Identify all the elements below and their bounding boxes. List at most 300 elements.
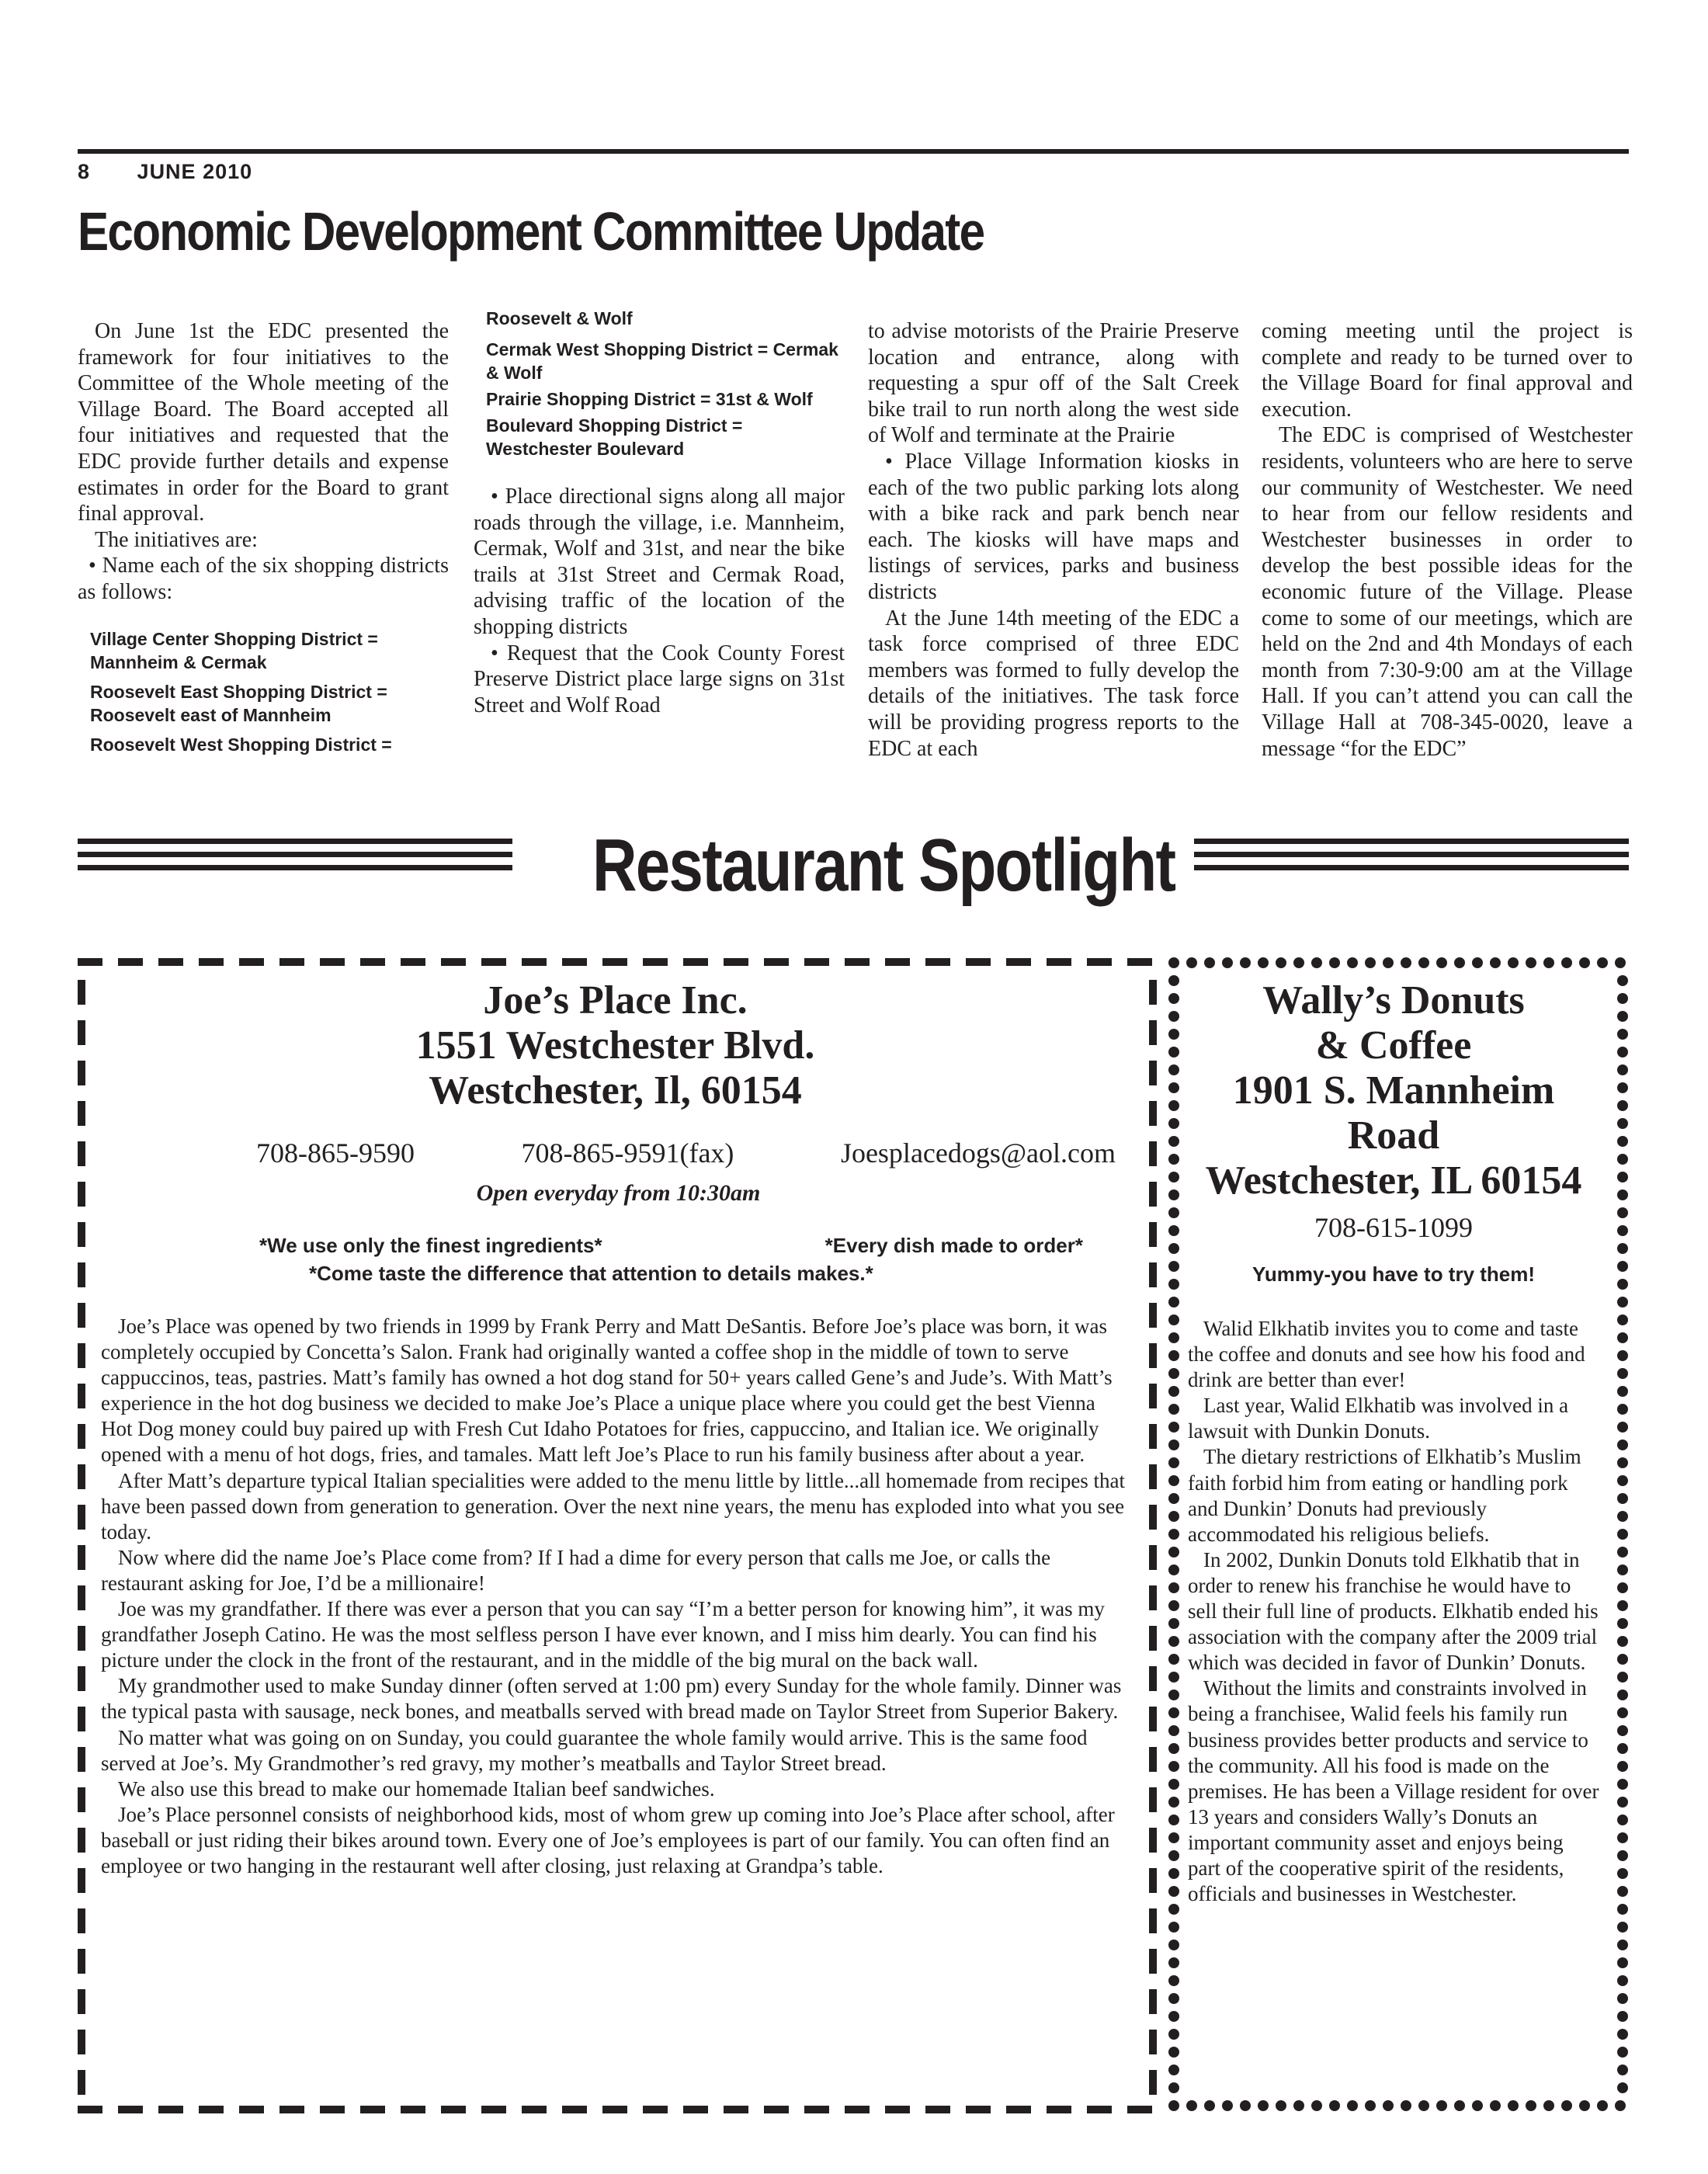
story-paragraph: Joe’s Place was opened by two friends in 1999 by Frank Perry and Matt DeSantis. Before Joe’s place was born, it was completely occupied by Concetta’s Salon. Frank had originally wanted a coffee shop in the middle of town to serve cappuccinos, teas, pastries. Matt’s family has owned a hot dog stand for 50+ years called Gene’s and Jude’s. With Matt’s experience in the hot dog business we decided to make Joe’s Place a unique place where you could get the best Vienna Hot Dog money could buy paired up with Fresh Cut Idaho Potatoes for fries, cappuccino, and Italian ice. We originally opened with a menu of hot dogs, fries, and tamales. Matt left Joe’s Place to run his family business after about a year. xyxy=(101,1314,1113,1467)
edc-bullet: • Place Village Information kiosks in each of the two public parking lots along with a bike rack and park bench near each. The kiosks will have maps and listings of services, parks and business districts xyxy=(868,449,1239,604)
border-dash xyxy=(360,2106,385,2113)
border-dash xyxy=(78,1424,85,1449)
border-dash xyxy=(78,1020,85,1045)
border-dot xyxy=(1617,2029,1628,2040)
border-dot xyxy=(1617,1957,1628,1968)
border-dash xyxy=(1149,1868,1157,1893)
contact-row xyxy=(101,1137,1130,1169)
border-dot xyxy=(1168,1618,1179,1629)
border-dot xyxy=(1617,1493,1628,1504)
border-dot xyxy=(1240,957,1251,968)
border-dot xyxy=(1617,1029,1628,1040)
border-dash xyxy=(1149,1949,1157,1974)
border-dot xyxy=(1617,1422,1628,1433)
border-dot xyxy=(1168,2082,1179,2093)
border-dash xyxy=(804,2106,829,2113)
border-dot xyxy=(1617,1154,1628,1165)
border-dot xyxy=(1597,957,1608,968)
border-dot xyxy=(1617,1386,1628,1397)
border-dot xyxy=(1168,1064,1179,1075)
border-dot xyxy=(1168,2065,1179,2075)
border-dot xyxy=(1168,1850,1179,1861)
border-dot xyxy=(1168,1832,1179,1843)
story-paragraph: Joe’s Place personnel consists of neighborhood kids, most of whom grew up coming into Joe’s Place after school, after baseball or just riding their bikes around town. Every one of Joe’s employees is part of our family. You can often find an employee or two hanging in the restaurant well after closing, just relaxing at Grandpa’s table. xyxy=(101,1802,1115,1877)
border-dash xyxy=(78,1384,85,1408)
border-dash xyxy=(1087,958,1112,966)
issue-date: JUNE 2010 xyxy=(137,160,253,183)
edc-paragraph: The initiatives are: xyxy=(95,527,258,552)
border-dot xyxy=(1168,1279,1179,1290)
tagline: *We use only the finest ingredients* xyxy=(259,1234,602,1257)
border-dash xyxy=(78,1828,85,1853)
border-dot xyxy=(1168,1761,1179,1772)
border-dot xyxy=(1617,1457,1628,1468)
border-dash xyxy=(966,958,991,966)
wallys-donuts-ad xyxy=(1188,978,1599,1907)
district-list xyxy=(78,627,449,756)
border-dot xyxy=(1329,957,1340,968)
border-dot xyxy=(1617,1368,1628,1379)
joes-story xyxy=(101,1314,1130,1879)
border-dot xyxy=(1168,1243,1179,1254)
banner-rule xyxy=(1194,839,1629,844)
border-dash xyxy=(1149,1989,1157,2014)
border-dot xyxy=(1204,957,1215,968)
border-dot xyxy=(1617,2011,1628,2022)
border-dash xyxy=(1149,980,1157,1005)
border-dot xyxy=(1617,1136,1628,1147)
border-dash xyxy=(78,1303,85,1328)
border-dash xyxy=(845,958,870,966)
border-dot xyxy=(1617,1279,1628,1290)
restaurant-name xyxy=(1188,978,1599,1068)
edc-bullet: • Place directional signs along all major roads through the village, i.e. Mannheim, Cermak, Wolf and 31st, and near the bike trails at 31st Street and Cermak Road, advising traffic of the location of the shopping districts xyxy=(474,484,845,639)
border-dot xyxy=(1617,993,1628,1004)
border-dot xyxy=(1617,1100,1628,1111)
border-dot xyxy=(1617,1975,1628,1986)
border-dot xyxy=(1168,1779,1179,1790)
border-dash xyxy=(804,958,829,966)
border-dot xyxy=(1168,957,1179,968)
border-dash xyxy=(441,2106,466,2113)
border-dash xyxy=(1149,1666,1157,1691)
border-dash xyxy=(764,958,789,966)
district-item: Prairie Shopping District = 31st & Wolf xyxy=(486,389,813,409)
border-dash xyxy=(78,980,85,1005)
border-dash xyxy=(78,958,102,966)
taglines xyxy=(101,1231,1130,1287)
name-line: Wally’s Donuts xyxy=(1262,978,1525,1023)
district-item: Cermak West Shopping District = Cermak & Wolf xyxy=(486,339,838,383)
edc-bullet: • Name each of the six shopping districts as follows: xyxy=(78,554,449,604)
border-dot xyxy=(1617,1047,1628,1057)
border-dot xyxy=(1561,957,1572,968)
border-dot xyxy=(1329,2100,1340,2111)
border-dash xyxy=(78,1505,85,1530)
border-dot xyxy=(1579,2100,1590,2111)
border-dash xyxy=(1149,1424,1157,1449)
border-dot xyxy=(1617,1832,1628,1843)
border-dash xyxy=(1006,958,1031,966)
border-dot xyxy=(1617,1207,1628,1218)
border-dash xyxy=(1149,1505,1157,1530)
border-dash xyxy=(78,1787,85,1812)
border-dash xyxy=(1087,2106,1112,2113)
border-dash xyxy=(78,1222,85,1247)
border-dash xyxy=(1149,1626,1157,1651)
border-dot xyxy=(1472,957,1483,968)
border-dot xyxy=(1168,1207,1179,1218)
border-dash xyxy=(78,1747,85,1772)
restaurant-street xyxy=(1188,1068,1599,1158)
border-dot xyxy=(1276,2100,1286,2111)
name-line: & Coffee xyxy=(1315,1023,1472,1068)
border-dot xyxy=(1168,1011,1179,1022)
border-dot xyxy=(1615,2100,1626,2111)
border-dash xyxy=(1149,1707,1157,1731)
border-dash xyxy=(1006,2106,1031,2113)
border-dot xyxy=(1617,1582,1628,1593)
border-dot xyxy=(1383,2100,1394,2111)
border-dot xyxy=(1454,2100,1465,2111)
border-dot xyxy=(1168,975,1179,986)
story-paragraph: No matter what was going on on Sunday, you could guarantee the whole family would arrive. This is the same food served at Joe’s. My Grandmother’s red gravy, my mother’s meatballs and Taylor Street bread. xyxy=(101,1725,1088,1775)
restaurant-name: Joe’s Place Inc. xyxy=(483,978,748,1023)
border-dot xyxy=(1276,957,1286,968)
restaurant-city: Westchester, IL 60154 xyxy=(1205,1158,1582,1203)
border-dash xyxy=(239,2106,264,2113)
edc-column-2 xyxy=(474,307,845,718)
border-dot xyxy=(1490,957,1501,968)
border-dash xyxy=(885,958,910,966)
border-dot xyxy=(1597,2100,1608,2111)
border-dot xyxy=(1617,1314,1628,1325)
border-dot xyxy=(1617,1868,1628,1879)
border-dot xyxy=(1293,2100,1304,2111)
tagline: *Come taste the difference that attention to details makes.* xyxy=(309,1262,873,1285)
border-dot xyxy=(1401,957,1411,968)
border-dot xyxy=(1615,957,1626,968)
district-item: Roosevelt West Shopping District = xyxy=(90,734,392,755)
border-dot xyxy=(1168,1225,1179,1236)
border-dash xyxy=(1149,1787,1157,1812)
border-dash xyxy=(1149,1222,1157,1247)
story-paragraph: In 2002, Dunkin Donuts told Elkhatib that in order to renew his franchise he would have to sell their full line of products. Elkhatib ended his association with the company after the 2009 trial which was decided in favor of Dunkin’ Donuts. xyxy=(1188,1547,1599,1675)
story-paragraph: We also use this bread to make our homemade Italian beef sandwiches. xyxy=(118,1776,715,1801)
border-dot xyxy=(1168,1654,1179,1665)
story-paragraph: Now where did the name Joe’s Place come from? If I had a dime for every person that calls me Joe, or calls the restaurant asking for Joe, I’d be a millionaire! xyxy=(101,1545,1051,1595)
border-dash xyxy=(522,2106,547,2113)
border-dot xyxy=(1168,1154,1179,1165)
border-dash xyxy=(1149,1545,1157,1570)
border-dash xyxy=(78,2030,85,2054)
border-dot xyxy=(1617,1011,1628,1022)
border-dash xyxy=(885,2106,910,2113)
border-dash xyxy=(724,958,748,966)
border-dot xyxy=(1383,957,1394,968)
border-dot xyxy=(1168,1082,1179,1093)
border-dot xyxy=(1617,1350,1628,1361)
border-dash xyxy=(1149,1464,1157,1489)
border-dash xyxy=(78,1343,85,1368)
border-dot xyxy=(1617,1243,1628,1254)
border-dash xyxy=(78,1545,85,1570)
border-dash xyxy=(279,958,304,966)
border-dot xyxy=(1454,957,1465,968)
border-dot xyxy=(1617,1404,1628,1415)
border-dot xyxy=(1617,1118,1628,1129)
border-dash xyxy=(78,1949,85,1974)
border-dash xyxy=(118,958,143,966)
edc-paragraph: At the June 14th meeting of the EDC a task force comprised of three EDC members was formed to fully develop the details of the initiatives. The task force will be providing progress reports to the EDC at each xyxy=(868,606,1239,761)
border-dot xyxy=(1168,1029,1179,1040)
border-dot xyxy=(1168,1439,1179,1450)
border-dot xyxy=(1508,957,1519,968)
border-dot xyxy=(1617,1654,1628,1665)
border-dot xyxy=(1168,1886,1179,1897)
border-dot xyxy=(1168,1690,1179,1700)
border-dot xyxy=(1168,2047,1179,2058)
border-dash xyxy=(320,2106,345,2113)
border-dot xyxy=(1617,1618,1628,1629)
border-dot xyxy=(1418,2100,1429,2111)
border-dash xyxy=(481,958,506,966)
border-dash xyxy=(1149,1061,1157,1085)
border-dash xyxy=(602,2106,627,2113)
border-dot xyxy=(1168,1922,1179,1933)
border-dot xyxy=(1168,2029,1179,2040)
district-item: Village Center Shopping District = Mannheim & Cermak xyxy=(90,628,378,672)
border-dash xyxy=(1149,1303,1157,1328)
border-dot xyxy=(1617,1225,1628,1236)
border-dot xyxy=(1168,993,1179,1004)
border-dash xyxy=(602,958,627,966)
border-dot xyxy=(1168,1422,1179,1433)
border-dot xyxy=(1617,1761,1628,1772)
border-dash xyxy=(1149,2030,1157,2054)
border-dot xyxy=(1168,1904,1179,1915)
border-dot xyxy=(1168,1136,1179,1147)
story-paragraph: Without the limits and constraints involved in being a franchisee, Walid feels his family run business provides better products and service to the community. All his food is made on the premises. He has been a Village resident for over 13 years and considers Wally’s Donuts an important community asset and enjoys being part of the cooperative spirit of the residents, officials and businesses in Westchester. xyxy=(1188,1676,1599,1906)
edc-column-1 xyxy=(78,318,449,762)
border-dot xyxy=(1617,1904,1628,1915)
border-dash xyxy=(78,1666,85,1691)
border-dash xyxy=(78,1262,85,1287)
border-dash xyxy=(643,958,668,966)
border-dot xyxy=(1168,1600,1179,1611)
border-dot xyxy=(1186,2100,1197,2111)
border-dot xyxy=(1168,1957,1179,1968)
border-dash xyxy=(683,958,708,966)
border-dot xyxy=(1168,1261,1179,1272)
border-dot xyxy=(1617,1707,1628,1718)
border-dot xyxy=(1561,2100,1572,2111)
border-dot xyxy=(1168,1511,1179,1522)
tagline: *Every dish made to order* xyxy=(824,1234,1083,1257)
border-dot xyxy=(1617,1797,1628,1808)
border-dash xyxy=(1149,1141,1157,1166)
district-list xyxy=(474,307,845,460)
story-paragraph: My grandmother used to make Sunday dinner (often served at 1:00 pm) every Sunday for the whole family. Dinner was the typical pasta with sausage, neck bones, and meatballs served with bread made on Taylor Street from Superior Bakery. xyxy=(101,1674,1122,1724)
border-dash xyxy=(724,2106,748,2113)
border-dash xyxy=(1127,958,1152,966)
phone-number: 708-865-9590 xyxy=(256,1137,415,1169)
border-dash xyxy=(1149,1828,1157,1853)
border-dash xyxy=(78,1141,85,1166)
spotlight-banner xyxy=(78,823,1629,908)
story-paragraph: Walid Elkhatib invites you to come and taste the coffee and donuts and see how his food and drink are better than ever! xyxy=(1188,1317,1585,1392)
border-dash xyxy=(78,1182,85,1207)
border-dash xyxy=(401,958,425,966)
edc-paragraph: to advise motorists of the Prairie Preserve location and entrance, along with requesting a spur off of the Salt Creek bike trail to run north along the west side of Wolf and terminate at the Prairie xyxy=(868,319,1239,448)
border-dot xyxy=(1436,957,1447,968)
page-number: 8 xyxy=(78,160,91,183)
district-item: Roosevelt & Wolf xyxy=(486,308,633,328)
border-dot xyxy=(1168,1172,1179,1183)
border-dash xyxy=(1149,1585,1157,1610)
banner-rule xyxy=(78,852,512,857)
border-dash xyxy=(845,2106,870,2113)
border-dot xyxy=(1617,1172,1628,1183)
border-dot xyxy=(1204,2100,1215,2111)
border-dot xyxy=(1168,1868,1179,1879)
border-dash xyxy=(1149,1182,1157,1207)
edc-paragraph: coming meeting until the project is complete and ready to be turned over to the Village Board for final approval and execution. xyxy=(1262,319,1633,422)
street-line: 1901 S. Mannheim xyxy=(1232,1068,1555,1113)
border-dot xyxy=(1365,2100,1376,2111)
border-dash xyxy=(199,958,224,966)
border-dot xyxy=(1490,2100,1501,2111)
border-dot xyxy=(1365,957,1376,968)
border-dot xyxy=(1508,2100,1519,2111)
border-dash xyxy=(1149,1101,1157,1126)
edc-column-4 xyxy=(1262,318,1633,762)
border-dot xyxy=(1418,957,1429,968)
joes-place-ad xyxy=(101,978,1130,1879)
border-dot xyxy=(1168,1582,1179,1593)
border-dot xyxy=(1168,2011,1179,2022)
border-dot xyxy=(1240,2100,1251,2111)
border-dash xyxy=(764,2106,789,2113)
border-dash xyxy=(1149,1262,1157,1287)
border-dot xyxy=(1617,1189,1628,1200)
phone-number: 708-615-1099 xyxy=(1314,1212,1473,1243)
border-dash xyxy=(1149,2070,1157,2095)
border-dot xyxy=(1617,1743,1628,1754)
border-dash xyxy=(643,2106,668,2113)
border-dash xyxy=(199,2106,224,2113)
border-dot xyxy=(1168,1118,1179,1129)
border-dash xyxy=(441,958,466,966)
border-dash xyxy=(401,2106,425,2113)
border-dot xyxy=(1347,2100,1358,2111)
border-dot xyxy=(1617,1511,1628,1522)
border-dot xyxy=(1168,1547,1179,1558)
edc-column-3 xyxy=(868,318,1239,762)
story-paragraph: After Matt’s departure typical Italian specialities were added to the menu little by little...all homemade from recipes that have been passed down from generation to generation. Over the next nine years, the menu has exploded into what you see today. xyxy=(101,1468,1126,1544)
border-dash xyxy=(925,2106,950,2113)
border-dot xyxy=(1168,1332,1179,1343)
border-dot xyxy=(1222,957,1233,968)
border-dash xyxy=(78,1868,85,1893)
border-dot xyxy=(1168,1975,1179,1986)
page-headline: Economic Development Committee Update xyxy=(78,201,984,262)
border-dash xyxy=(1149,1020,1157,1045)
border-dot xyxy=(1617,1993,1628,2004)
border-dot xyxy=(1168,1565,1179,1575)
border-dot xyxy=(1617,1886,1628,1897)
border-dash xyxy=(1127,2106,1152,2113)
story-paragraph: Joe was my grandfather. If there was ever a person that you can say “I’m a better person for knowing him”, it was my grandfather Joseph Catino. He was the most selfless person I have ever known, and I miss him dearly. You can find his picture under the clock in the front of the restaurant, and in the middle of the big mural on the back wall. xyxy=(101,1597,1105,1672)
border-dot xyxy=(1543,957,1554,968)
border-dash xyxy=(562,958,587,966)
border-dot xyxy=(1168,1475,1179,1486)
border-dot xyxy=(1617,1475,1628,1486)
border-dot xyxy=(1168,2100,1179,2111)
border-dash xyxy=(522,958,547,966)
border-dot xyxy=(1168,1797,1179,1808)
border-dot xyxy=(1258,2100,1269,2111)
border-dot xyxy=(1617,1940,1628,1950)
border-dot xyxy=(1526,957,1536,968)
border-dot xyxy=(1168,1404,1179,1415)
border-dash xyxy=(1149,1747,1157,1772)
edc-paragraph: On June 1st the EDC presented the framework for four initiatives to the Committee of the Whole meeting of the Village Board. The Board accepted all four initiatives and requested that the EDC provide further details and expense estimates in order for the Board to grant final approval. xyxy=(78,319,449,526)
border-dot xyxy=(1168,1350,1179,1361)
border-dot xyxy=(1168,1672,1179,1683)
restaurant-street: 1551 Westchester Blvd. xyxy=(415,1023,815,1068)
border-dot xyxy=(1617,2082,1628,2093)
border-dash xyxy=(562,2106,587,2113)
border-dash xyxy=(158,958,183,966)
border-dot xyxy=(1617,1600,1628,1611)
border-dot xyxy=(1617,975,1628,986)
border-dash xyxy=(1047,2106,1071,2113)
border-dot xyxy=(1617,2047,1628,2058)
header-rule xyxy=(78,149,1629,154)
border-dot xyxy=(1617,2065,1628,2075)
border-dash xyxy=(1047,958,1071,966)
border-dot xyxy=(1347,957,1358,968)
border-dash xyxy=(1149,1343,1157,1368)
border-dash xyxy=(78,2106,102,2113)
border-dot xyxy=(1436,2100,1447,2111)
border-dash xyxy=(78,2070,85,2095)
border-dot xyxy=(1617,1779,1628,1790)
district-item: Roosevelt East Shopping District = Roosevelt east of Mannheim xyxy=(90,681,387,725)
email-address: Joesplacedogs@aol.com xyxy=(840,1137,1116,1169)
banner-rule xyxy=(78,839,512,844)
border-dash xyxy=(1149,1908,1157,1933)
border-dash xyxy=(158,2106,183,2113)
border-dot xyxy=(1311,957,1322,968)
border-dash xyxy=(78,1908,85,1933)
border-dot xyxy=(1168,1386,1179,1397)
tagline: Yummy-you have to try them! xyxy=(1251,1262,1536,1286)
border-dash xyxy=(1149,1384,1157,1408)
border-dot xyxy=(1168,1457,1179,1468)
border-dash xyxy=(78,1989,85,2014)
border-dot xyxy=(1617,1690,1628,1700)
banner-rule xyxy=(1194,865,1629,870)
border-dash xyxy=(966,2106,991,2113)
opening-hours: Open everyday from 10:30am xyxy=(476,1180,761,1206)
story-paragraph: The dietary restrictions of Elkhatib’s Muslim faith forbid him from eating or handling pork and Dunkin’ Donuts had previously accommodated his religious beliefs. xyxy=(1188,1445,1581,1546)
border-dash xyxy=(78,1626,85,1651)
wallys-story xyxy=(1188,1316,1599,1907)
border-dash xyxy=(78,1101,85,1126)
border-dot xyxy=(1168,1815,1179,1825)
